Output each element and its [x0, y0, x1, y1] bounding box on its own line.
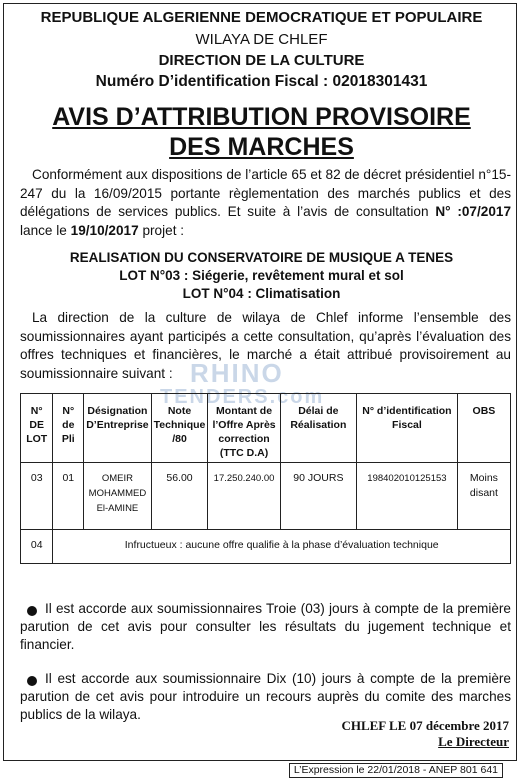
col-montant-header: Montant de l’Offre Après correction (TTC D.A)	[208, 394, 280, 463]
col-delai-header: Délai de Réalisation	[280, 394, 356, 463]
header-direction: DIRECTION DE LA CULTURE	[158, 52, 365, 69]
col-note-header: Note Technique /80	[151, 394, 208, 463]
col-obs-header: OBS	[457, 394, 510, 463]
publication-footer: L’Expression le 22/01/2018 - ANEP 801 641	[289, 763, 503, 778]
cell-montant: 17.250.240.00	[208, 463, 280, 530]
cell-lot: 03	[21, 463, 53, 530]
signature-place-date: CHLEF LE 07 décembre 2017	[341, 718, 509, 733]
cell-infructueux: Infructueux : aucune offre qualifie à la phase d’évaluation technique	[53, 530, 511, 564]
notice-title-line2: DES MARCHES	[169, 133, 354, 161]
intro-middle: lance le	[20, 222, 71, 238]
cell-obs: Moins disant	[457, 463, 510, 530]
info-paragraph: La direction de la culture de wilaya de Chlef informe l’ensemble des soumissionnaires ayant participés a cette consultation, qu’après l’évaluation des offres techniques et financières, le marché a était attribué provisoirement au soumissionnaire suivant :	[20, 310, 511, 381]
consultation-date: 19/10/2017	[70, 222, 139, 238]
header-wilaya: WILAYA DE CHLEF	[195, 31, 328, 48]
project-title: REALISATION DU CONSERVATOIRE DE MUSIQUE A TENES	[69, 250, 454, 265]
col-designation-header: Désignation D’Entreprise	[84, 394, 151, 463]
cell-delai: 90 JOURS	[280, 463, 356, 530]
watermark-rhino: RHINO	[190, 358, 284, 388]
cell-designation: OMEIR MOHAMMED El-AMINE	[84, 463, 151, 530]
lot-04-title: LOT N°04 : Climatisation	[182, 286, 341, 301]
signature-role: Le Directeur	[438, 734, 509, 749]
watermark-tenders: TENDERS.com	[160, 386, 325, 408]
cell-lot: 04	[21, 530, 53, 564]
header-nif: Numéro D’identification Fiscal : 02018301431	[95, 73, 428, 90]
lot-03-title: LOT N°03 : Siégerie, revêtement mural et sol	[119, 268, 404, 283]
consultation-number: N° :07/2017	[435, 204, 512, 219]
intro-text: Conformément aux dispositions de l’article 65 et 82 de décret présidentiel n°15-247 du la 16/09/2015 portante règlementation des marchés publics et des délégations de services publics. Et suite à l’avis de consultation	[20, 167, 511, 219]
table-row	[21, 463, 511, 530]
cell-pli: 01	[53, 463, 84, 530]
col-nif-header: N° d’identification Fiscal	[356, 394, 457, 463]
cell-note: 56.00	[151, 463, 208, 530]
notice-title-line1: AVIS D’ATTRIBUTION PROVISOIRE	[52, 103, 471, 131]
intro-paragraph	[20, 166, 511, 240]
cell-nif: 198402010125153	[356, 463, 457, 530]
bullet-paragraph-consult: Il est accorde aux soumissionnaires Troie (03) jours à compte de la première parution de cet avis pour consulter les résultats du jugement technique et financier.	[20, 601, 511, 652]
header-republic: REPUBLIQUE ALGERIENNE DEMOCRATIQUE ET POPULAIRE	[40, 9, 483, 26]
bullet-paragraph-appeal: Il est accorde aux soumissionnaire Dix (10) jours à compte de la première parution de cet avis pour introduire un recours auprès du comite des marches publics de la wilaya.	[20, 671, 511, 722]
col-pli-header: N° de Pli	[53, 394, 84, 463]
col-lot-header: N° DE LOT	[21, 394, 53, 463]
table-row	[21, 530, 511, 564]
table-header-row	[21, 394, 511, 463]
intro-end: projet :	[138, 222, 185, 238]
award-results-table	[20, 393, 511, 564]
